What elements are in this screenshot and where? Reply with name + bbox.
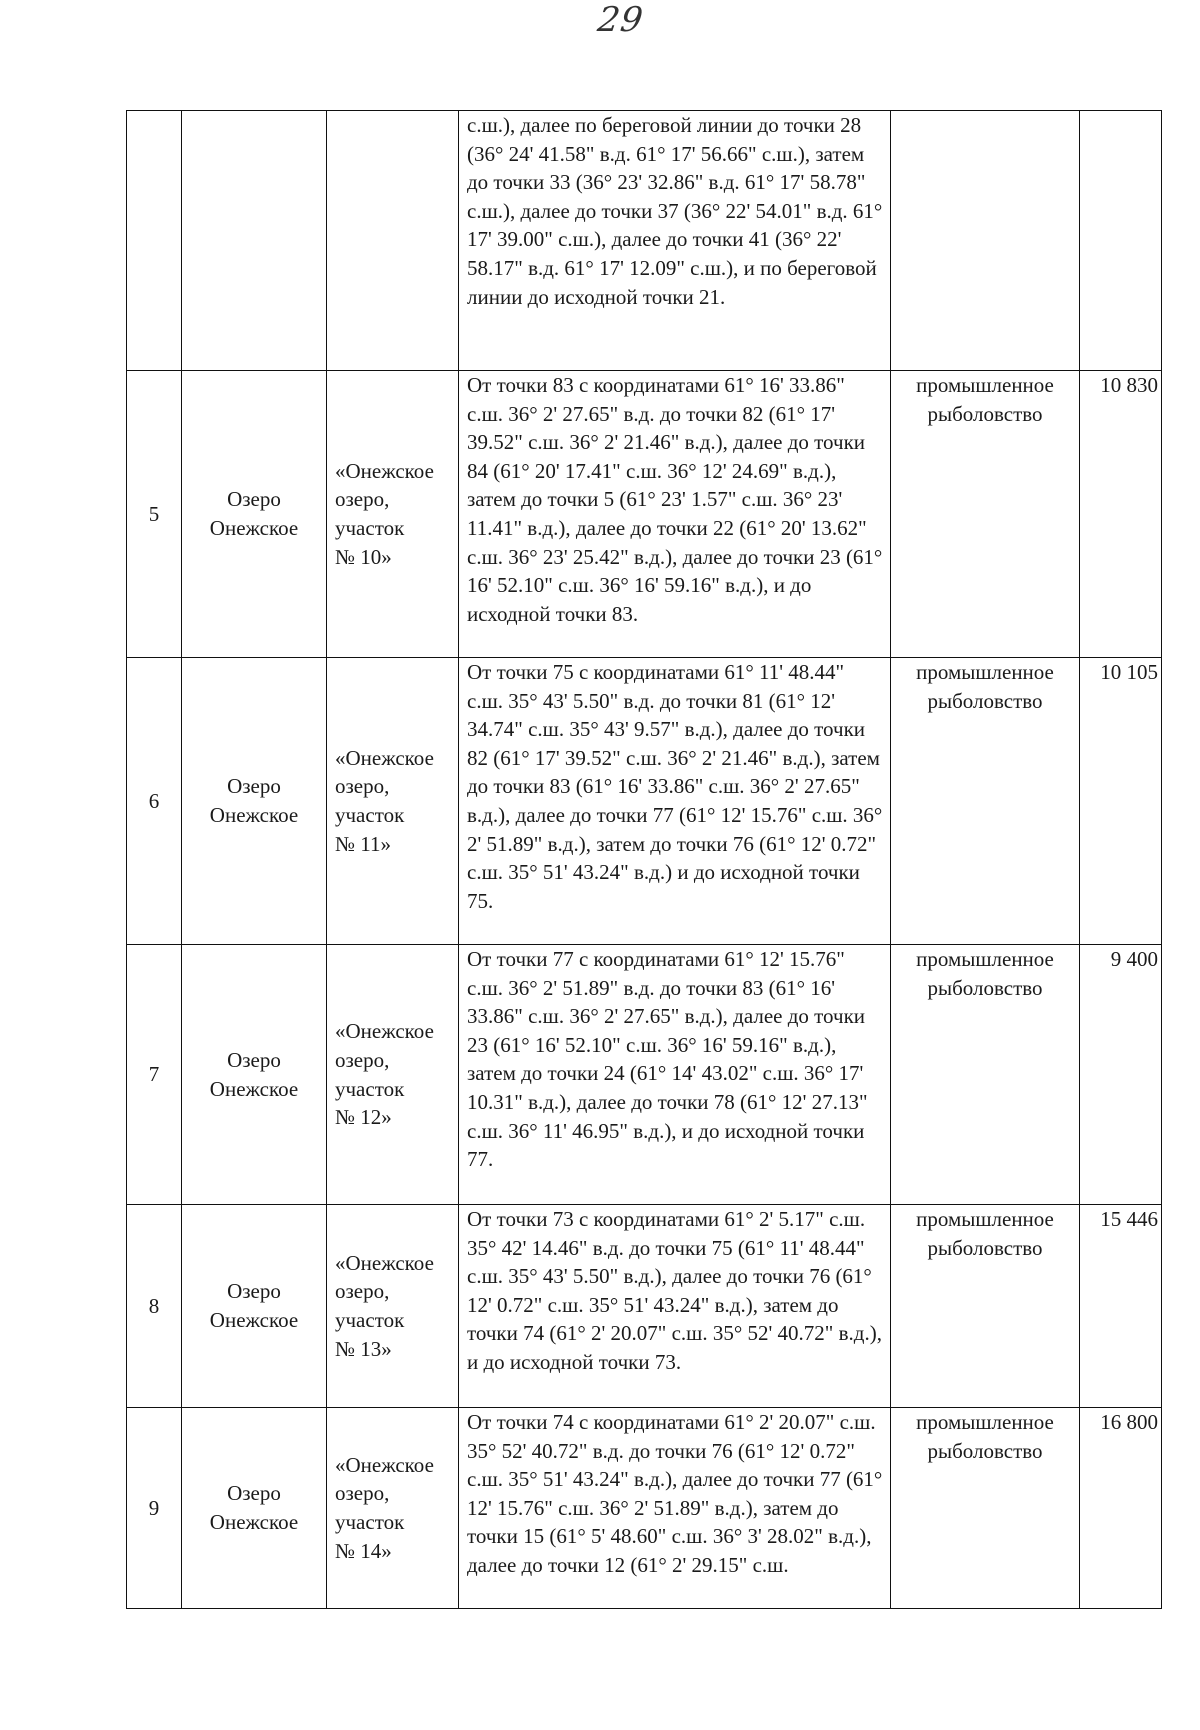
area-name-line: озеро,	[335, 1279, 390, 1304]
area-name-line: озеро,	[335, 487, 390, 512]
area-name-line: «Онежское	[335, 745, 434, 770]
boundary-description-cell: От точки 73 с координатами 61° 2' 5.17" с.ш. 35° 42' 14.46" в.д. до точки 75 (61° 11' 48.44" с.ш. 35° 43' 5.50" в.д.), далее до точки 76 (61° 12' 0.72" с.ш. 35° 51' 43.24" в.д.), затем до точки 74 (61° 2' 20.07" с.ш. 35° 52' 40.72" в.д.), и до исходной точки 73.	[459, 1205, 891, 1408]
fishing-areas-table	[126, 110, 1162, 1609]
area-name-line: № 12»	[335, 1105, 392, 1130]
activity-type-cell	[891, 658, 1080, 945]
water-body-name	[182, 1205, 327, 1408]
area-size-cell: 9 400	[1080, 945, 1162, 1205]
water-body-name	[182, 945, 327, 1205]
area-name-line: озеро,	[335, 1047, 390, 1072]
area-cell	[327, 111, 459, 371]
row-number: 7	[127, 945, 182, 1205]
area-size-cell: 10 830	[1080, 371, 1162, 658]
activity-type-line: рыболовство	[927, 975, 1043, 1000]
activity-type-line: промышленное	[916, 1207, 1054, 1231]
boundary-description-cell: От точки 75 с координатами 61° 11' 48.44" с.ш. 35° 43' 5.50" в.д. до точки 81 (61° 12' 34.74" с.ш. 35° 43' 9.57" в.д.), далее до точки 82 (61° 17' 39.52" с.ш. 36° 2' 21.46" в.д.), затем до точки 83 (61° 16' 33.86" с.ш. 36° 2' 27.65" в.д.), далее до точки 77 (61° 12' 15.76" с.ш. 36° 2' 51.89" в.д.), затем до точки 76 (61° 12' 0.72" с.ш. 35° 51' 43.24" в.д.) и до исходной точки 75.	[459, 658, 891, 945]
area-name-line: озеро,	[335, 774, 390, 799]
area-name-line: участок	[335, 1308, 405, 1332]
boundary-description-cell: От точки 83 с координатами 61° 16' 33.86" с.ш. 36° 2' 27.65" в.д. до точки 82 (61° 17' 39.52" с.ш. 36° 2' 21.46" в.д.), далее до точки 84 (61° 20' 17.41" с.ш. 36° 12' 24.69" в.д.), затем до точки 5 (61° 23' 1.57" с.ш. 36° 23' 11.41" в.д.), далее до точки 22 (61° 20' 13.62" с.ш. 36° 23' 25.42" в.д.), далее до точки 23 (61° 16' 52.10" с.ш. 36° 16' 59.16" в.д.), и до исходной точки 83.	[459, 371, 891, 658]
row-number: 6	[127, 658, 182, 945]
fishing-area-name	[327, 945, 459, 1205]
water-body-line: Озеро	[227, 1481, 281, 1506]
fishing-area-name	[327, 1408, 459, 1609]
water-body-line: Онежское	[209, 1076, 299, 1101]
area-size-cell	[1080, 111, 1162, 371]
activity-type-line: промышленное	[916, 947, 1054, 971]
activity-type-line: промышленное	[916, 373, 1054, 397]
water-body-name	[182, 658, 327, 945]
boundary-description-cell: От точки 74 с координатами 61° 2' 20.07" с.ш. 35° 52' 40.72" в.д. до точки 76 (61° 12' 0.72" с.ш. 35° 51' 43.24" в.д.), далее до точки 77 (61° 12' 15.76" с.ш. 36° 2' 51.89" в.д.), затем до точки 15 (61° 5' 48.60" с.ш. 36° 3' 28.02" в.д.), далее до точки 12 (61° 2' 29.15" с.ш.	[459, 1408, 891, 1609]
water-body-line: Озеро	[227, 1047, 281, 1072]
water-body-line: Онежское	[209, 803, 299, 827]
area-name-line: № 10»	[335, 544, 392, 569]
activity-type-cell	[891, 111, 1080, 371]
area-name-line: «Онежское	[335, 458, 434, 483]
area-name-line: № 14»	[335, 1538, 392, 1563]
page-number: 29	[595, 0, 647, 40]
row-number: 5	[127, 371, 182, 658]
num-cell	[127, 111, 182, 371]
activity-type-line: рыболовство	[927, 1438, 1043, 1463]
area-name-line: № 13»	[335, 1336, 392, 1361]
water-body-line: Озеро	[227, 1279, 281, 1304]
area-size-cell: 15 446	[1080, 1205, 1162, 1408]
water-body-line: Онежское	[209, 1510, 299, 1534]
area-size-cell: 10 105	[1080, 658, 1162, 945]
boundary-description-cell: с.ш.), далее по береговой линии до точки 28 (36° 24' 41.58" в.д. 61° 17' 56.66" с.ш.), затем до точки 33 (36° 23' 32.86" в.д. 61° 17' 58.78" с.ш.), далее до точки 37 (36° 22' 54.01" в.д. 61° 17' 39.00" с.ш.), далее до точки 41 (36° 22' 58.17" в.д. 61° 17' 12.09" с.ш.), и по береговой линии до исходной точки 21.	[459, 111, 891, 371]
lake-cell	[182, 111, 327, 371]
area-name-line: участок	[335, 516, 405, 540]
table-row	[127, 1205, 1162, 1408]
water-body-line: Озеро	[227, 774, 281, 799]
activity-type-line: рыболовство	[927, 688, 1043, 713]
table-row-continuation	[127, 111, 1162, 371]
area-name-line: участок	[335, 1510, 405, 1534]
table-row	[127, 1408, 1162, 1609]
activity-type-cell	[891, 1205, 1080, 1408]
area-size-cell: 16 800	[1080, 1408, 1162, 1609]
activity-type-cell	[891, 1408, 1080, 1609]
activity-type-cell	[891, 945, 1080, 1205]
area-name-line: «Онежское	[335, 1250, 434, 1275]
activity-type-line: промышленное	[916, 660, 1054, 684]
activity-type-line: промышленное	[916, 1410, 1054, 1434]
area-name-line: «Онежское	[335, 1452, 434, 1477]
fishing-area-name	[327, 658, 459, 945]
table-row	[127, 658, 1162, 945]
area-name-line: «Онежское	[335, 1019, 434, 1044]
activity-type-line: рыболовство	[927, 401, 1043, 426]
area-name-line: участок	[335, 803, 405, 827]
activity-type-cell	[891, 371, 1080, 658]
row-number: 9	[127, 1408, 182, 1609]
water-body-line: Онежское	[209, 516, 299, 540]
fishing-area-name	[327, 1205, 459, 1408]
table-row	[127, 371, 1162, 658]
water-body-name	[182, 1408, 327, 1609]
fishing-area-name	[327, 371, 459, 658]
row-number: 8	[127, 1205, 182, 1408]
area-name-line: участок	[335, 1076, 405, 1101]
boundary-description-cell: От точки 77 с координатами 61° 12' 15.76" с.ш. 36° 2' 51.89" в.д. до точки 83 (61° 16' 33.86" с.ш. 36° 2' 27.65" в.д.), далее до точки 23 (61° 16' 52.10" с.ш. 36° 16' 59.16" в.д.), затем до точки 24 (61° 14' 43.02" с.ш. 36° 17' 10.31" в.д.), далее до точки 78 (61° 12' 27.13" с.ш. 36° 11' 46.95" в.д.), и до исходной точки 77.	[459, 945, 891, 1205]
water-body-line: Озеро	[227, 487, 281, 512]
table-row	[127, 945, 1162, 1205]
area-name-line: № 11»	[335, 831, 392, 856]
area-name-line: озеро,	[335, 1481, 390, 1506]
water-body-name	[182, 371, 327, 658]
water-body-line: Онежское	[209, 1308, 299, 1332]
activity-type-line: рыболовство	[927, 1235, 1043, 1260]
